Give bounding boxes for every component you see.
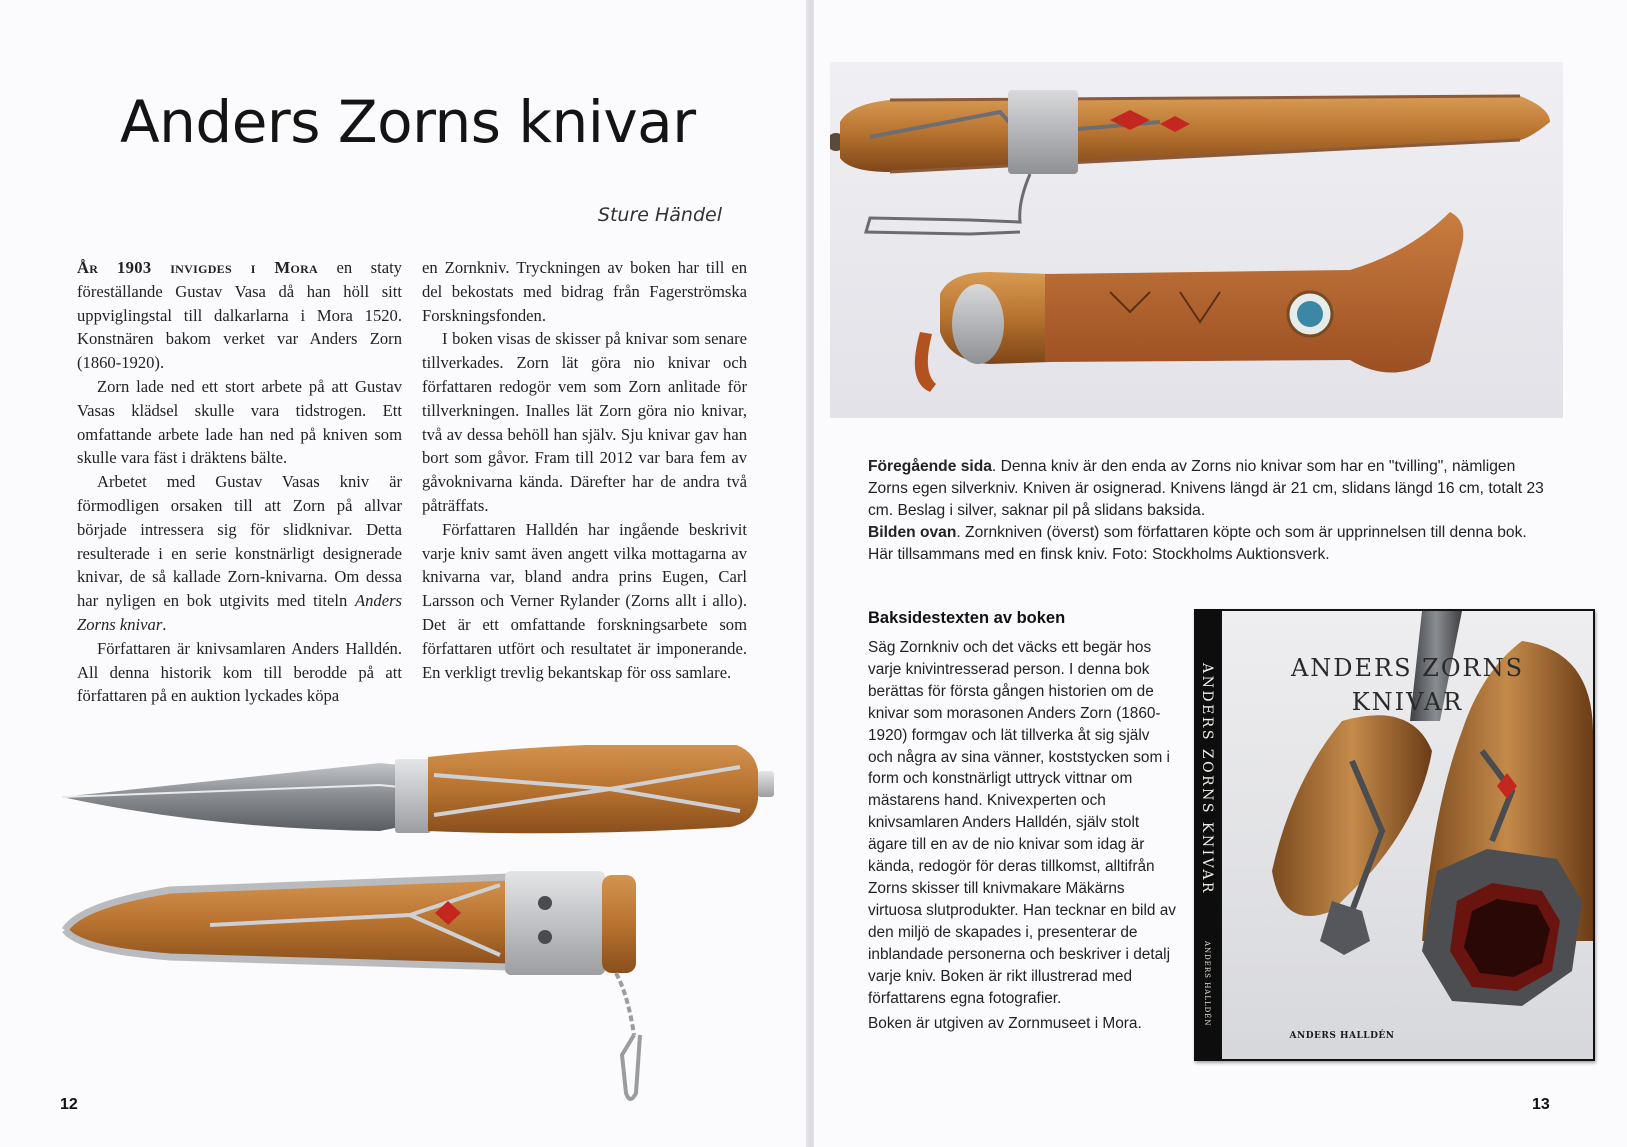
cover-title-line-2: KNIVAR (1351, 688, 1464, 716)
lead-caps: År 1903 invigdes i Mora (77, 258, 319, 277)
sheath-chain (616, 973, 634, 1035)
article-author: Sture Händel (597, 204, 722, 226)
caption-previous-page: Föregående sida. Denna kniv är den enda av Zorns nio knivar som har en "tvilling", nämligen Zorns egen silverkniv. Kniven är osignerad. Knivens längd är 21 cm, slidans längd 16 cm, totalt 23 cm. Beslag i silver, saknar pil på slidans baksida. (868, 458, 1544, 519)
cover-author: ANDERS HALLDÉN (1289, 1031, 1395, 1041)
book-cover-photo (1194, 609, 1595, 1061)
sheath-clip (622, 1035, 640, 1099)
left-page (0, 0, 808, 1147)
paragraph-3: Arbetet med Gustav Vasas kniv är förmodligen orsaken till att Zorn på allvar började intressera sig för slidknivar. Detta resulterade i en serie konstnärligt designerade knivar, de så kallade Zorn-knivarna. Om dessa har nyligen en bok utgivits med titeln Anders Zorns knivar. (77, 472, 402, 634)
knife-blade (62, 763, 400, 831)
paragraph-1: År 1903 invigdes i Mora en staty föreställande Gustav Vasa då han höll sitt uppviglingstal till dalkarlarna i Mora 1520. Konstnären bakom verket var Anders Zorn (1860-1920). (77, 258, 402, 373)
page-number-right: 13 (1532, 1096, 1550, 1113)
paragraph-4: Författaren är knivsamlaren Anders Halldén. All denna historik kom till berodde på att författaren på en auktion lyckades köpa (77, 638, 402, 706)
body-column-2 (422, 256, 747, 684)
knife-bolster (395, 759, 431, 833)
paragraph-5: en Zornkniv. Tryckningen av boken har till en del bekostats med bidrag från Fagerströmska Forskningsfonden. (422, 258, 747, 325)
cover-title-line-1: ANDERS ZORNS (1290, 654, 1525, 682)
book-title-italic: Anders Zorns knivar (77, 591, 402, 634)
spine-author: ANDERS HALLDÉN (1203, 941, 1211, 1027)
caption-above: Bilden ovan. Zornkniven (överst) som författaren köpte och som är upprinnelsen till denna bok. Här tillsammans med en finsk kniv. Foto: Stockholms Auktionsverk. (868, 524, 1527, 563)
back-cover-heading: Baksidestexten av boken (868, 609, 1066, 627)
cover-title (1222, 651, 1593, 719)
photo-caption (868, 456, 1548, 566)
zorn-knife-photo (50, 745, 790, 1140)
book-front-cover (1222, 611, 1593, 1059)
caption-label-previous: Föregående sida (868, 458, 992, 475)
back-cover-text (868, 637, 1178, 1035)
page-number-left: 12 (60, 1096, 78, 1113)
paragraph-6: I boken visas de skisser på knivar som senare tillverkades. Zorn lät göra nio knivar och författaren redogör vem som Zorn anlitade för tillverkningen. Inalles lät Zorn göra nio knivar, två av dessa behöll han själv. Sju knivar gav han bort som gåvor. Fram till 2012 var bara fem av gåvoknivarna kända. Därefter har de andra två påträffats. (422, 329, 747, 515)
body-column-1 (77, 256, 402, 708)
upper-knife-collar (1008, 90, 1078, 174)
paragraph-7: Författaren Halldén har ingående beskrivit varje kniv samt även angett vilka mottagarna av knivarna var, bland andra prins Eugen, Carl Larsson och Verner Rylander (Zorns allt i allo). Det är ett omfattande forskningsarbete som författaren utfört och resultatet är imponerande. En verkligt trevlig bekantskap för oss samlare. (422, 519, 747, 682)
lower-knife-sheath (1045, 212, 1463, 373)
article-title: Anders Zorns knivar (120, 88, 696, 156)
knives-photo (830, 62, 1563, 418)
cover-knife-handle (1272, 715, 1432, 916)
book-spine (1194, 609, 1220, 1061)
knives-photo-graphic (830, 62, 1563, 418)
back-cover-publisher: Boken är utgiven av Zornmuseet i Mora. (868, 1015, 1142, 1033)
spine-title: ANDERS ZORNS KNIVAR (1199, 663, 1215, 895)
sheath-collar (505, 871, 605, 975)
back-cover-body: Säg Zornkniv och det väcks ett begär hos varje knivintresserad person. I denna bok berättas för första gången historien om de knivar som morasonen Anders Zorn (1860-1920) formgav och lät tillverka åt sig själv och några av sina vänner, koststycken som i form och konstnärligt uttryck vittnar om mästarens hand. Knivexperten och knivsamlaren Anders Halldén, själv stolt ägare till en av de nio knivar som idag är kända, redogör för deras tillkomst, alltifrån Zorns skisser till knivmakare Mäkärns virtuosa slutprodukter. Han tecknar en bild av den miljö de skapades i, presenterar de inblandade personerna och beskriver i detalj varje kniv. Boken är rikt illustrerad med författarens egna fotografier. (868, 639, 1176, 1007)
upper-knife (840, 96, 1550, 172)
caption-label-above: Bilden ovan (868, 524, 957, 541)
paragraph-2: Zorn lade ned ett stort arbete på att Gustav Vasas klädsel skulle vara tidstrogen. Ett omfattande arbete lade han ned på kniven som skulle vara fäst i dräktens bälte. (77, 376, 402, 468)
